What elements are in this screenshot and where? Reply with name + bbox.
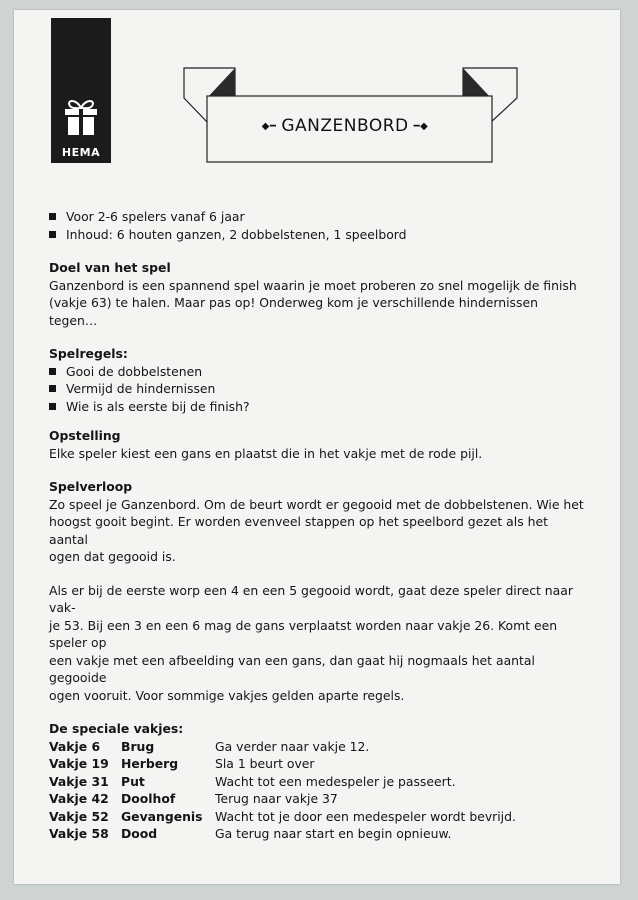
- table-row: [49, 790, 516, 808]
- vakje-rule: Ga verder naar vakje 12.: [215, 738, 370, 754]
- diamond-icon: ◆━: [261, 120, 277, 132]
- table-row: [49, 755, 516, 773]
- table-row: [49, 773, 516, 791]
- section-heading-speciale: De speciale vakjes:: [49, 721, 184, 736]
- list-item: Voor 2-6 spelers vanaf 6 jaar: [49, 208, 589, 226]
- brand-name: HEMA: [61, 146, 101, 159]
- bullet-icon: [49, 231, 56, 238]
- spelverloop-line: Als er bij de eerste worp een 4 en een 5 gegooid wordt, gaat deze speler direct naar vak-: [49, 582, 573, 615]
- vakje-number: Vakje 58: [49, 826, 109, 841]
- spelverloop-line: Zo speel je Ganzenbord. Om de beurt wordt er gegooid met de dobbelstenen. Wie het: [49, 496, 584, 512]
- vakje-name: Gevangenis: [121, 808, 203, 824]
- vakje-number: Vakje 52: [49, 808, 109, 824]
- vakje-rule: Sla 1 beurt over: [215, 756, 315, 771]
- diamond-icon: ━◆: [413, 120, 429, 132]
- vakje-number: Vakje 31: [49, 773, 109, 789]
- vakje-name: Dood: [121, 826, 158, 841]
- table-row: [49, 825, 516, 843]
- title-banner: [183, 66, 518, 164]
- doel-line: (vakje 63) te halen. Maar pas op! Onderweg kom je verschillende hindernissen tegen…: [49, 295, 538, 328]
- vakje-rule: Wacht tot je door een medespeler wordt bevrijd.: [215, 808, 516, 824]
- vakje-name: Put: [121, 773, 145, 789]
- list-item: Gooi de dobbelstenen: [49, 363, 589, 381]
- bullet-icon: [49, 385, 56, 392]
- opstelling-text: Elke speler kiest een gans en plaatst die in het vakje met de rode pijl.: [49, 445, 483, 461]
- list-item: Inhoud: 6 houten ganzen, 2 dobbelstenen, 1 speelbord: [49, 226, 589, 244]
- section-heading-spelregels: Spelregels:: [49, 346, 128, 361]
- vakje-rule: Wacht tot een medespeler je passeert.: [215, 773, 456, 789]
- vakje-name: Doolhof: [121, 791, 176, 806]
- rules-content: [49, 208, 589, 843]
- vakje-rule: Ga terug naar start en begin opnieuw.: [215, 826, 452, 841]
- vakje-number: Vakje 42: [49, 791, 109, 806]
- list-item: Wie is als eerste bij de finish?: [49, 398, 589, 416]
- spelverloop-line: een vakje met een afbeelding van een gans, dan gaat hij nogmaals het aantal gegooide: [49, 652, 535, 685]
- spelverloop-line: hoogst gooit begint. Er worden evenveel stappen op het speelbord gezet als het aantal: [49, 514, 548, 547]
- section-heading-spelverloop: Spelverloop: [49, 479, 133, 494]
- vakje-name: Herberg: [121, 756, 179, 771]
- special-squares-table: [49, 738, 516, 843]
- section-heading-doel: Doel van het spel: [49, 260, 171, 275]
- spelverloop-line: ogen vooruit. Voor sommige vakjes gelden aparte regels.: [49, 687, 405, 703]
- table-row: [49, 738, 516, 756]
- spelverloop-line: ogen dat gegooid is.: [49, 549, 176, 564]
- bullet-icon: [49, 213, 56, 220]
- vakje-number: Vakje 19: [49, 756, 109, 771]
- vakje-name: Brug: [121, 738, 155, 754]
- doel-line: Ganzenbord is een spannend spel waarin je moet proberen zo snel mogelijk de finish: [49, 277, 577, 293]
- table-row: [49, 808, 516, 826]
- hema-logo: [51, 18, 111, 163]
- bullet-icon: [49, 368, 56, 375]
- page-title: ◆━ GANZENBORD ━◆: [261, 116, 429, 136]
- vakje-rule: Terug naar vakje 37: [215, 791, 338, 806]
- section-heading-opstelling: Opstelling: [49, 428, 121, 443]
- list-item: Vermijd de hindernissen: [49, 380, 589, 398]
- spelverloop-line: je 53. Bij een 3 en een 6 mag de gans verplaatst worden naar vakje 26. Komt een speler op: [49, 617, 558, 650]
- vakje-number: Vakje 6: [49, 738, 101, 754]
- gift-icon: [62, 98, 100, 138]
- bullet-icon: [49, 403, 56, 410]
